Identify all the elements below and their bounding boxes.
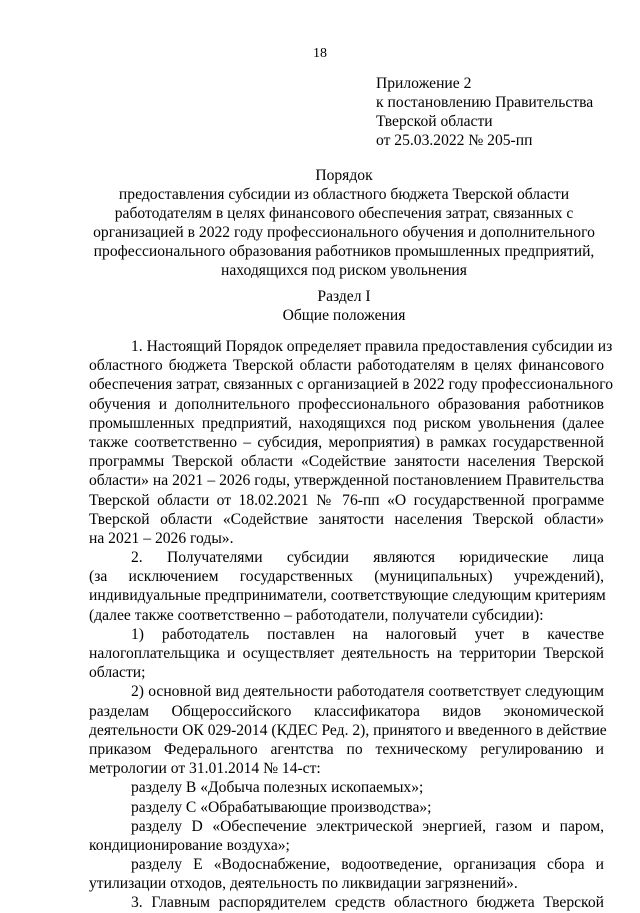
text-line: Тверской области от 18.02.2021 № 76-пп «О государственной программе bbox=[89, 491, 604, 509]
document-title bbox=[84, 166, 604, 280]
appendix-line: к постановлению Правительства bbox=[376, 94, 594, 111]
title-line: организацией в 2022 году профессионального обучения и дополнительного bbox=[93, 224, 595, 241]
title-line: предоставления субсидии из областного бюджета Тверской области bbox=[118, 186, 570, 203]
section-name: Общие положения bbox=[282, 307, 406, 324]
text-line: 2. Получателями субсидии являются юридические лица bbox=[131, 549, 604, 567]
appendix-block bbox=[376, 74, 626, 150]
text-line: (за исключением государственных (муниципальных) учреждений), bbox=[89, 568, 604, 586]
text-line: обучения и дополнительного профессионального образования работников bbox=[89, 395, 604, 413]
text-line: 1) работодатель поставлен на налоговый учет в качестве bbox=[131, 625, 604, 643]
text-line: индивидуальные предприниматели, соответствующие следующим критериям bbox=[89, 587, 606, 605]
text-line: кондиционирование воздуха»; bbox=[89, 836, 290, 854]
text-line: приказом Федерального агентства по техническому регулированию и bbox=[89, 740, 604, 758]
appendix-line: Приложение 2 bbox=[376, 75, 472, 92]
text-line: области; bbox=[89, 664, 146, 682]
text-line: промышленных предприятий, находящихся под риском увольнения (далее bbox=[89, 414, 604, 432]
title-line: профессионального образования работников промышленных предприятий, bbox=[93, 243, 595, 260]
text-line: метрологии от 31.01.2014 № 14-ст: bbox=[89, 760, 321, 778]
text-line: на 2021 – 2026 годы». bbox=[89, 529, 234, 547]
section-heading bbox=[84, 287, 604, 325]
text-line: области» на 2021 – 2026 годы, утвержденной постановлением Правительства bbox=[89, 472, 604, 490]
text-line: разделу C «Обрабатывающие производства»; bbox=[131, 798, 432, 816]
text-line: областного бюджета Тверской области работодателям в целях финансового bbox=[89, 357, 604, 375]
text-line: разделу B «Добыча полезных ископаемых»; bbox=[131, 779, 424, 797]
text-line: программы Тверской области «Содействие занятости населения Тверской bbox=[89, 453, 604, 471]
text-line: налогоплательщика и осуществляет деятельность на территории Тверской bbox=[89, 645, 604, 662]
text-line: также соответственно – субсидия, мероприятия) в рамках государственной bbox=[89, 433, 604, 451]
text-line: разделу E «Водоснабжение, водоотведение, организация сбора и bbox=[131, 856, 604, 874]
text-line: 3. Главным распорядителем средств областного бюджета Тверской bbox=[131, 894, 604, 912]
text-line: Тверской области «Содействие занятости населения Тверской области» bbox=[89, 510, 604, 528]
title-line: находящихся под риском увольнения bbox=[221, 262, 467, 279]
appendix-line: от 25.03.2022 № 205-пп bbox=[376, 132, 533, 149]
section-number: Раздел I bbox=[317, 288, 371, 305]
text-line: 1. Настоящий Порядок определяет правила предоставления субсидии из bbox=[131, 338, 613, 355]
text-line: (далее также соответственно – работодатели, получатели субсидии): bbox=[89, 606, 544, 624]
title-line: Порядок bbox=[315, 167, 373, 184]
body-text bbox=[89, 337, 614, 913]
text-line: разделам Общероссийского классификатора видов экономической bbox=[89, 702, 604, 720]
text-line: утилизации отходов, деятельность по ликвидации загрязнений». bbox=[89, 875, 518, 893]
page-number: 18 bbox=[313, 46, 327, 61]
text-line: разделу D «Обеспечение электрической энергией, газом и паром, bbox=[131, 817, 604, 835]
text-line: обеспечения затрат, связанных с организацией в 2022 году профессионального bbox=[89, 376, 614, 394]
appendix-line: Тверской области bbox=[376, 113, 493, 130]
text-line: 2) основной вид деятельности работодателя соответствует следующим bbox=[131, 683, 604, 701]
title-line: работодателям в целях финансового обеспечения затрат, связанных с bbox=[114, 205, 574, 222]
text-line: деятельности ОК 029-2014 (КДЕС Ред. 2), принятого и введенного в действие bbox=[89, 721, 607, 739]
